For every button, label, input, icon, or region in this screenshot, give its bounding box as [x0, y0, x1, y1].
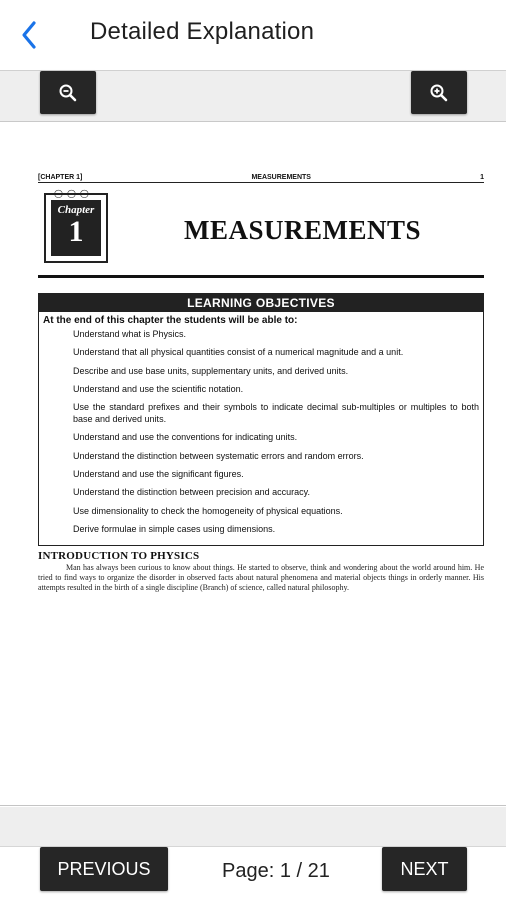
section-heading: INTRODUCTION TO PHYSICS — [38, 550, 200, 563]
zoom-out-button[interactable] — [40, 71, 96, 114]
learning-objectives-list — [39, 328, 483, 545]
chapter-badge-inner — [51, 200, 101, 256]
learning-objectives-heading: LEARNING OBJECTIVES — [39, 294, 483, 312]
chapter-word: Chapter — [57, 204, 95, 216]
page-indicator: Page: 1 / 21 — [222, 860, 330, 882]
objective-item: Derive formulae in simple cases using dimensions. — [73, 523, 276, 534]
chapter-rule — [38, 275, 484, 278]
objective-item: Describe and use base units, supplementary units, and derived units. — [73, 365, 349, 376]
running-head-title: MEASUREMENTS — [251, 174, 311, 181]
pdf-viewer[interactable] — [0, 124, 506, 806]
running-head-chapter: [CHAPTER 1] — [38, 174, 83, 181]
zoom-in-icon — [429, 83, 449, 103]
objective-item: Use the standard prefixes and their symbols to indicate decimal sub-multiples or multiples to both base and derived units. — [73, 402, 479, 425]
zoom-in-button[interactable] — [411, 71, 467, 114]
objective-item: Understand what is Physics. — [73, 329, 187, 339]
objective-item: Understand and use the conventions for indicating units. — [73, 432, 298, 443]
objective-item: Understand the distinction between precision and accuracy. — [73, 487, 310, 498]
chapter-title: MEASUREMENTS — [184, 215, 422, 245]
back-button[interactable] — [14, 18, 44, 52]
pdf-page — [38, 174, 484, 593]
pagination-footer — [0, 807, 506, 900]
section-paragraph: Man has always been curious to know about things. He started to observe, think and wondering about the world around him. He tried to find ways to organize the disorder in observed facts about natural phenomena and material objects things in orderly manner. His attempts resulted in the birth of a single discipline (Branch) of science, called natural philosophy. — [38, 563, 484, 593]
zoom-out-icon — [58, 83, 78, 103]
objective-item: Understand that all physical quantities consist of a numerical magnitude and a unit. — [73, 347, 404, 358]
previous-button[interactable]: PREVIOUS — [40, 847, 168, 891]
app-bar — [0, 0, 506, 70]
learning-objectives-intro: At the end of this chapter the students will be able to: — [43, 315, 298, 326]
running-head — [38, 174, 484, 183]
objective-item: Understand the distinction between systematic errors and random errors. — [73, 450, 364, 461]
learning-objectives-box — [38, 293, 484, 546]
footer-strip — [0, 807, 506, 847]
zoom-toolbar — [0, 70, 506, 122]
chevron-left-icon — [20, 20, 38, 50]
objective-item: Understand and use the significant figures. — [73, 469, 244, 480]
next-button[interactable]: NEXT — [382, 847, 467, 891]
page-title: Detailed Explanation — [90, 18, 315, 45]
chapter-header — [38, 183, 484, 271]
binder-rings-icon: ◯◯◯ — [54, 189, 93, 198]
chapter-badge — [44, 189, 108, 263]
chapter-number: 1 — [68, 215, 84, 248]
running-head-page-number: 1 — [480, 174, 484, 181]
objective-item: Understand and use the scientific notation. — [73, 383, 244, 394]
objective-item: Use dimensionality to check the homogeneity of physical equations. — [73, 505, 343, 516]
